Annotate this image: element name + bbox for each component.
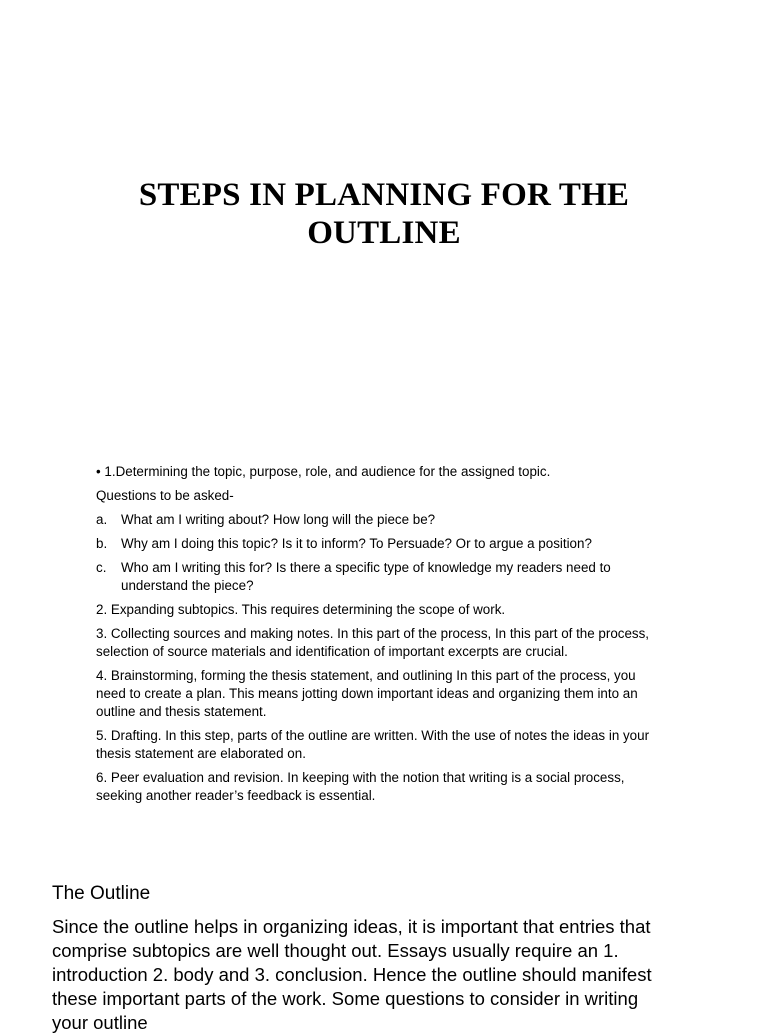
- question-marker: b.: [96, 536, 108, 551]
- outline-body: Since the outline helps in organizing ideas, it is important that entries that comprise subtopics are well thought out. Essays usually require an 1. introduction 2. body and 3. conclusion. Hence the outline should manifest these important parts of the work. Some questions to consider in writing your outline: [52, 916, 652, 1033]
- question-marker: a.: [96, 512, 108, 527]
- question-item: [96, 511, 668, 529]
- question-text: What am I writing about? How long will the piece be?: [121, 512, 436, 527]
- question-item: [96, 559, 668, 595]
- step-1: • 1.Determining the topic, purpose, role, and audience for the assigned topic.: [96, 464, 551, 479]
- question-marker: c.: [96, 560, 107, 575]
- step-3: 3. Collecting sources and making notes. In this part of the process, In this part of the process, selection of source materials and identification of important excerpts are crucial.: [96, 626, 650, 659]
- question-text: Who am I writing this for? Is there a specific type of knowledge my readers need to understand the piece?: [121, 560, 611, 593]
- question-item: [96, 535, 668, 553]
- step-5: 5. Drafting. In this step, parts of the outline are written. With the use of notes the ideas in your thesis statement are elaborated on.: [96, 728, 650, 761]
- step-6: 6. Peer evaluation and revision. In keeping with the notion that writing is a social process, seeking another reader’s feedback is essential.: [96, 770, 625, 803]
- question-text: Why am I doing this topic? Is it to inform? To Persuade? Or to argue a position?: [121, 536, 592, 551]
- steps-list: [96, 463, 668, 811]
- step-2: 2. Expanding subtopics. This requires determining the scope of work.: [96, 602, 506, 617]
- outline-heading: The Outline: [52, 883, 151, 904]
- questions-intro: Questions to be asked-: [96, 488, 234, 503]
- step-4: 4. Brainstorming, forming the thesis statement, and outlining In this part of the process, you need to create a plan. This means jotting down important ideas and organizing them into an outline and thesis statement.: [96, 668, 638, 719]
- page-title: STEPS IN PLANNING FOR THE OUTLINE: [138, 177, 630, 251]
- questions-list: [96, 511, 668, 595]
